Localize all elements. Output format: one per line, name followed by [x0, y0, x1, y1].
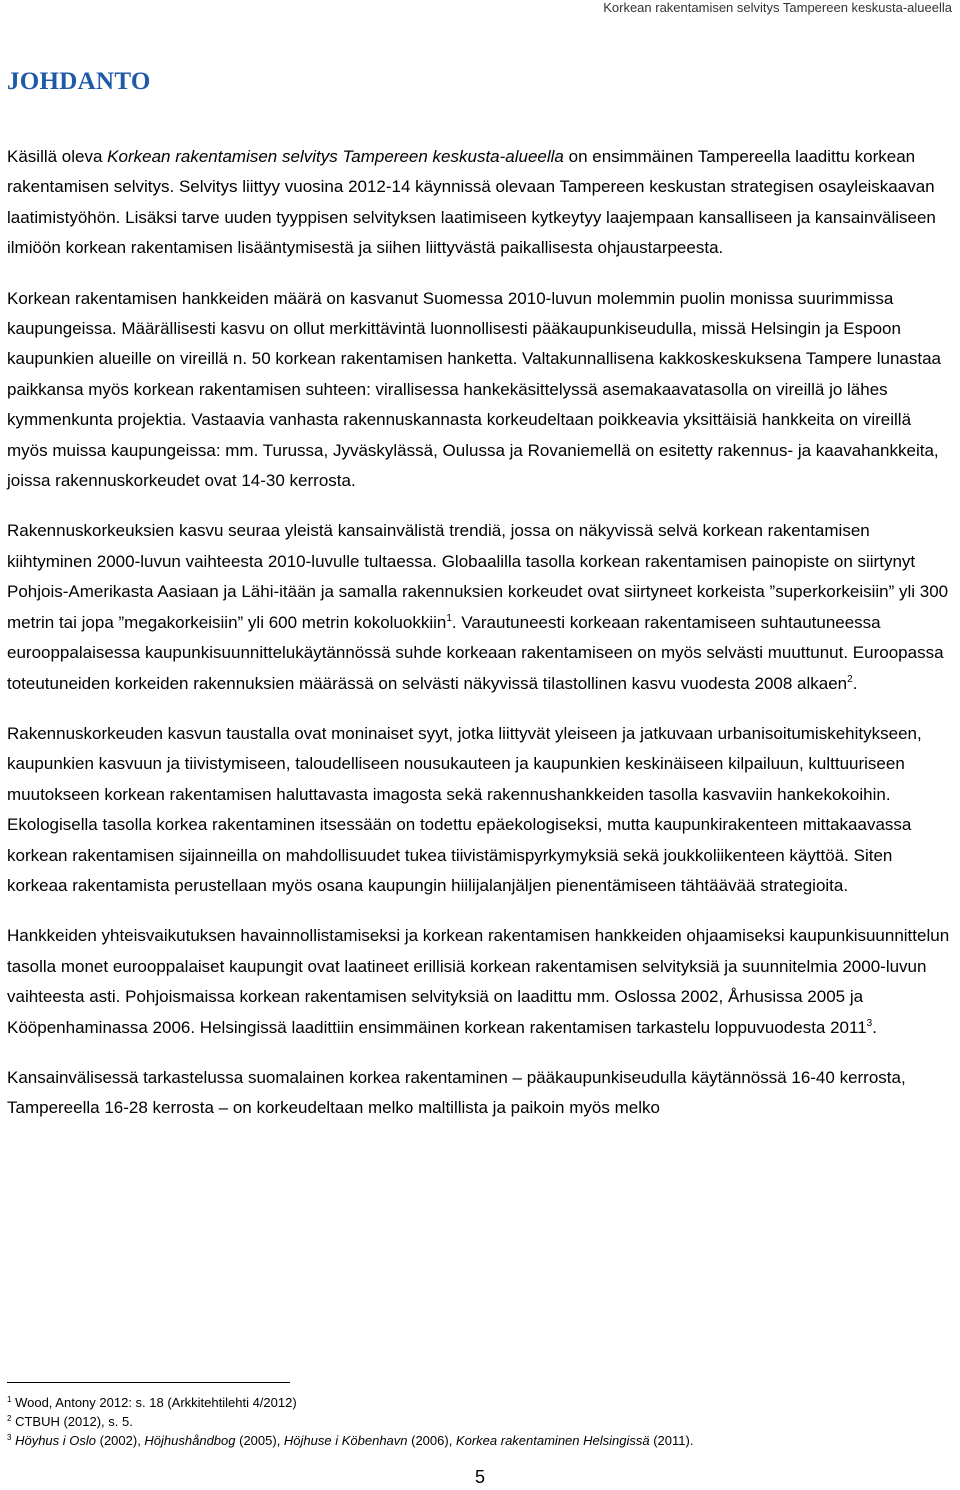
footnote-text: (2011). [649, 1433, 694, 1448]
footnotes [7, 1393, 953, 1450]
footnote-text: (2005), [235, 1433, 284, 1448]
footnote-text: (2006), [407, 1433, 456, 1448]
paragraph-2: Korkean rakentamisen hankkeiden määrä on kasvanut Suomessa 2010-luvun molemmin puolin monissa suurimmissa kaupungeissa. Määrällisesti kasvu on ollut merkittävintä luonnollisesti pääkaupunkiseudulla, missä Helsingin ja Espoon kaupunkien alueille on vireillä n. 50 korkean rakentamisen hanketta. Valtakunnallisena kakkoskeskuksena Tampere lunastaa paikkansa myös korkean rakentamisen suhteen: virallisessa hankekäsittelyssä asemakaavatasolla on vireillä jo lähes kymmenkunta projektia. Vastaavia vanhasta rakennuskannasta korkeudeltaan poikkeavia yksittäisiä hankkeita on vireillä myös muissa kaupungeissa: mm. Turussa, Jyväskylässä, Oulussa ja Rovaniemellä on esitetty rakennus- ja kaavahankkeita, joissa rakennuskorkeudet ovat 14-30 kerrosta. [7, 288, 941, 491]
footnote-ref-2: 2 [847, 673, 853, 685]
paragraph-1-intro: Käsillä oleva [7, 147, 108, 166]
footnote-ref-1: 1 [446, 612, 452, 624]
paragraph-6: Kansainvälisessä tarkastelussa suomalainen korkea rakentaminen – pääkaupunkiseudulla käytännössä 16-40 kerrosta, Tampereella 16-28 kerrosta – on korkeudeltaan melko maltillista ja paikoin myös melko [7, 1067, 906, 1118]
footnote-title: Höyhus i Oslo [15, 1433, 96, 1448]
paragraph-5-part-a: Hankkeiden yhteisvaikutuksen havainnollistamiseksi ja korkean rakentamisen hankkeiden ohjaamiseksi kaupunkisuunnittelun tasolla monet eurooppalaiset kaupungit ovat laatineet erillisiä korkean rakentamisen selvityksiä ja suunnitelmia 2000-luvun vaihteesta asti. Pohjoismaissa korkean rakentamisen selvityksiä on laadittu mm. Oslossa 2002, Århusissa 2005 ja Kööpenhaminassa 2006. Helsingissä laadittiin ensimmäinen korkean rakentamisen tarkastelu loppuvuodesta 2011 [7, 926, 950, 1037]
section-heading: JOHDANTO [7, 68, 151, 95]
paragraph-5-part-b: . [872, 1017, 877, 1037]
footnote-1 [7, 1393, 953, 1412]
footnote-ref-3: 3 [866, 1017, 873, 1029]
paragraph-5 [7, 921, 953, 1043]
footnote-2 [7, 1412, 953, 1431]
paragraph-1-rest: on ensimmäinen Tampereella laadittu korkean rakentamisen selvitys. Selvitys liittyy vuosina 2012-14 käynnissä olevaan Tampereen keskustan strategisen osayleiskaavan laatimistyöhön. Lisäksi tarve uuden tyyppisen selvityksen laatimiseen kytkeytyy laajempaan kansalliseen ja kansainväliseen ilmiöön korkean rakentamisen lisääntymisestä ja siihen liittyvästä paikallisesta ohjaustarpeesta. [7, 147, 936, 258]
footnote-title: Korkea rakentaminen Helsingissä [455, 1433, 650, 1448]
footnote-3 [7, 1431, 953, 1450]
report-title: Korkean rakentamisen selvitys Tampereen keskusta-alueella [107, 147, 564, 166]
footnote-number: 2 [7, 1414, 12, 1423]
footnote-number: 1 [7, 1395, 12, 1404]
body-text [7, 142, 953, 1144]
footnote-text: CTBUH (2012), s. 5. [15, 1414, 133, 1429]
paragraph-4: Rakennuskorkeuden kasvun taustalla ovat moninaiset syyt, jotka liittyvät yleiseen ja jatkuvaan urbanisoitumiskehitykseen, kaupunkien kasvuun ja tiivistymiseen, taloudelliseen nousukauteen ja kaupunkien keskinäiseen kilpailuun, kulttuuriseen muutokseen korkean rakentamisen haluttavasta imagosta sekä rakennushankkeiden tasolla kasvaviin hankekokoihin. Ekologisella tasolla korkea rakentaminen itsessään on todettu epäekologiseksi, mutta kaupunkirakenteen mittakaavassa korkean rakentamisen sijainneilla on mahdollisuudet tukea tiivistämispyrkymyksiä sekä joukkoliikenteen käyttöä. Siten korkeaa rakentamista perustellaan myös osana kaupungin hiilijalanjäljen pienentämiseen tähtäävää strategioita. [7, 723, 922, 895]
page-number: 5 [474, 1467, 485, 1487]
running-header: Korkean rakentamisen selvitys Tampereen keskusta-alueella [603, 0, 952, 15]
paragraph-3 [7, 516, 953, 698]
footnote-title: Höjhushåndbog [144, 1433, 236, 1448]
footnote-title: Höjhuse i Köbenhavn [283, 1433, 408, 1448]
paragraph-1 [7, 142, 953, 264]
footnote-number: 3 [7, 1433, 12, 1442]
footnote-text: Wood, Antony 2012: s. 18 (Arkkitehtilehti 4/2012) [15, 1395, 297, 1410]
paragraph-3-part-b: . Varautuneesti korkeaan rakentamiseen suhtautuneessa eurooppalaisessa kaupunkisuunnittelukäytännössä suhde korkeaan rakentamiseen on myös selvästi muuttunut. Euroopassa toteutuneiden korkeiden rakennuksien määrässä on selvästi näkyvissä tilastollinen kasvu vuodesta 2008 alkaen [7, 612, 944, 693]
footnote-text: (2002), [96, 1433, 145, 1448]
footnote-separator [7, 1382, 290, 1383]
paragraph-3-part-c: . [852, 673, 858, 693]
paragraph-3-part-a: Rakennuskorkeuksien kasvu seuraa yleistä kansainvälistä trendiä, jossa on näkyvissä selvä korkean rakentamisen kiihtyminen 2000-luvun vaihteesta 2010-luvulle tultaessa. Globaalilla tasolla korkean rakentamisen painopiste on siirtynyt Pohjois-Amerikasta Aasiaan ja Lähi-itään ja samalla rakennuksien korkeudet ovat siirtyneet korkeista ”superkorkeisiin” yli 300 metrin tai jopa ”megakorkeisiin” yli 600 metrin kokoluokkiin [7, 521, 949, 632]
